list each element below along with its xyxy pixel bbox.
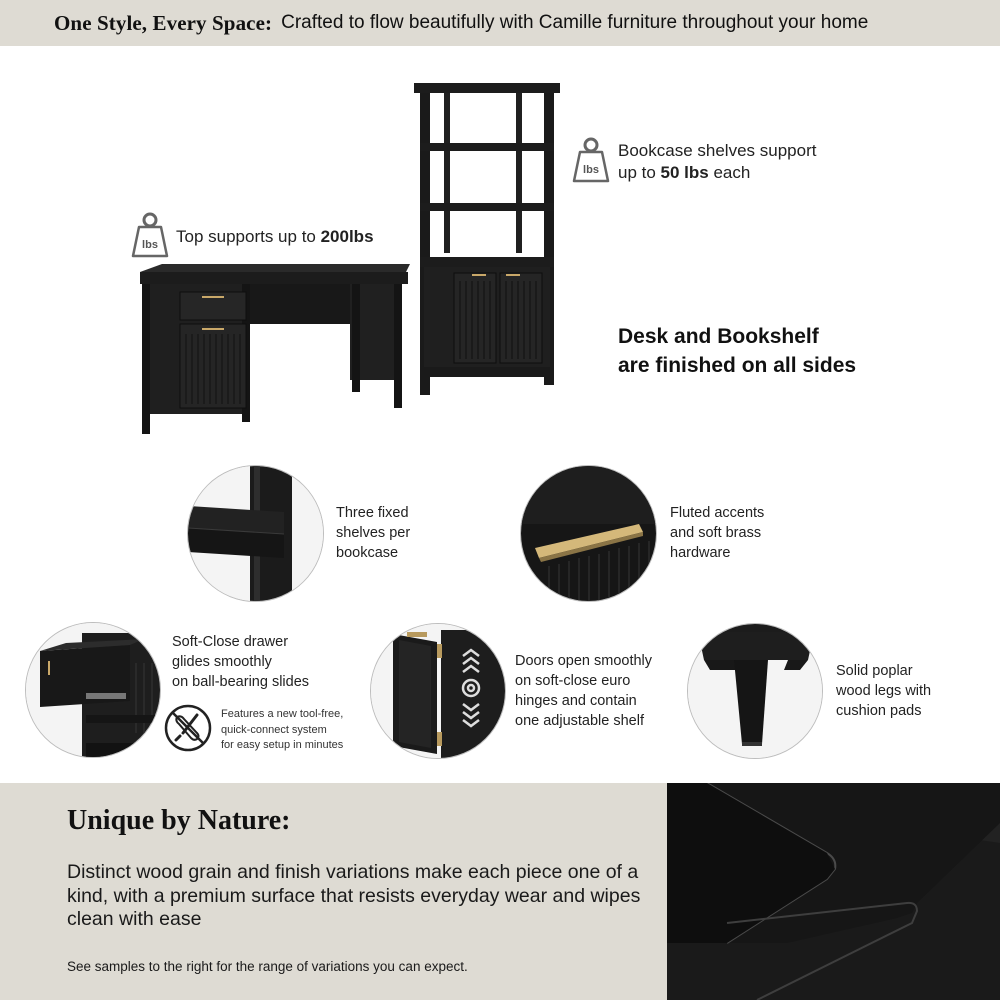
bookcase-image	[412, 83, 562, 399]
legs-feature-text: Solid poplar wood legs with cushion pads	[836, 663, 932, 719]
fluted-hardware-detail-image	[520, 465, 657, 602]
unique-footnote: See samples to the right for the range of variations you can expect.	[67, 959, 468, 974]
weight-icon-bookcase	[572, 136, 610, 186]
shelves-feature-text: Three fixed shelves per bookcase	[336, 505, 411, 561]
shelves-detail-image	[187, 465, 324, 602]
banner-tagline: Crafted to flow beautifully with Camille furniture throughout your home	[281, 12, 869, 33]
svg-text:lbs: lbs	[583, 164, 599, 176]
desk-image	[132, 262, 414, 437]
doors-feature-text: Doors open smoothly on soft-close euro hinges and contain one adjustable shelf	[515, 653, 653, 729]
bookcase-weight-callout: Bookcase shelves support up to 50 lbs each	[618, 141, 817, 182]
fluted-feature-text: Fluted accents and soft brass hardware	[670, 505, 765, 561]
drawer-detail-image	[25, 622, 161, 758]
desk-weight-callout: Top supports up to 200lbs	[176, 227, 374, 246]
weight-icon-desk	[131, 211, 169, 261]
unique-body-text: Distinct wood grain and finish variations make each piece one of a kind, with a premium surface that resists everyday wear and wipes clean with ease	[67, 861, 641, 930]
toolfree-feature-text: Features a new tool-free, quick-connect system for easy setup in minutes	[221, 708, 344, 751]
svg-text:lbs: lbs	[142, 239, 158, 251]
drawer-feature-text: Soft-Close drawer glides smoothly on ball-bearing slides	[172, 634, 310, 690]
unique-heading: Unique by Nature:	[67, 805, 291, 836]
banner-lead: One Style, Every Space:	[54, 10, 273, 35]
unique-by-nature-panel	[0, 783, 667, 1000]
no-tools-icon	[163, 703, 213, 753]
hinge-detail-image	[370, 623, 506, 759]
header-banner	[0, 0, 1000, 46]
finished-all-sides-text: Desk and Bookshelf are finished on all sides	[618, 325, 857, 377]
legs-detail-image	[687, 623, 823, 759]
finish-samples-image	[667, 783, 1000, 1000]
